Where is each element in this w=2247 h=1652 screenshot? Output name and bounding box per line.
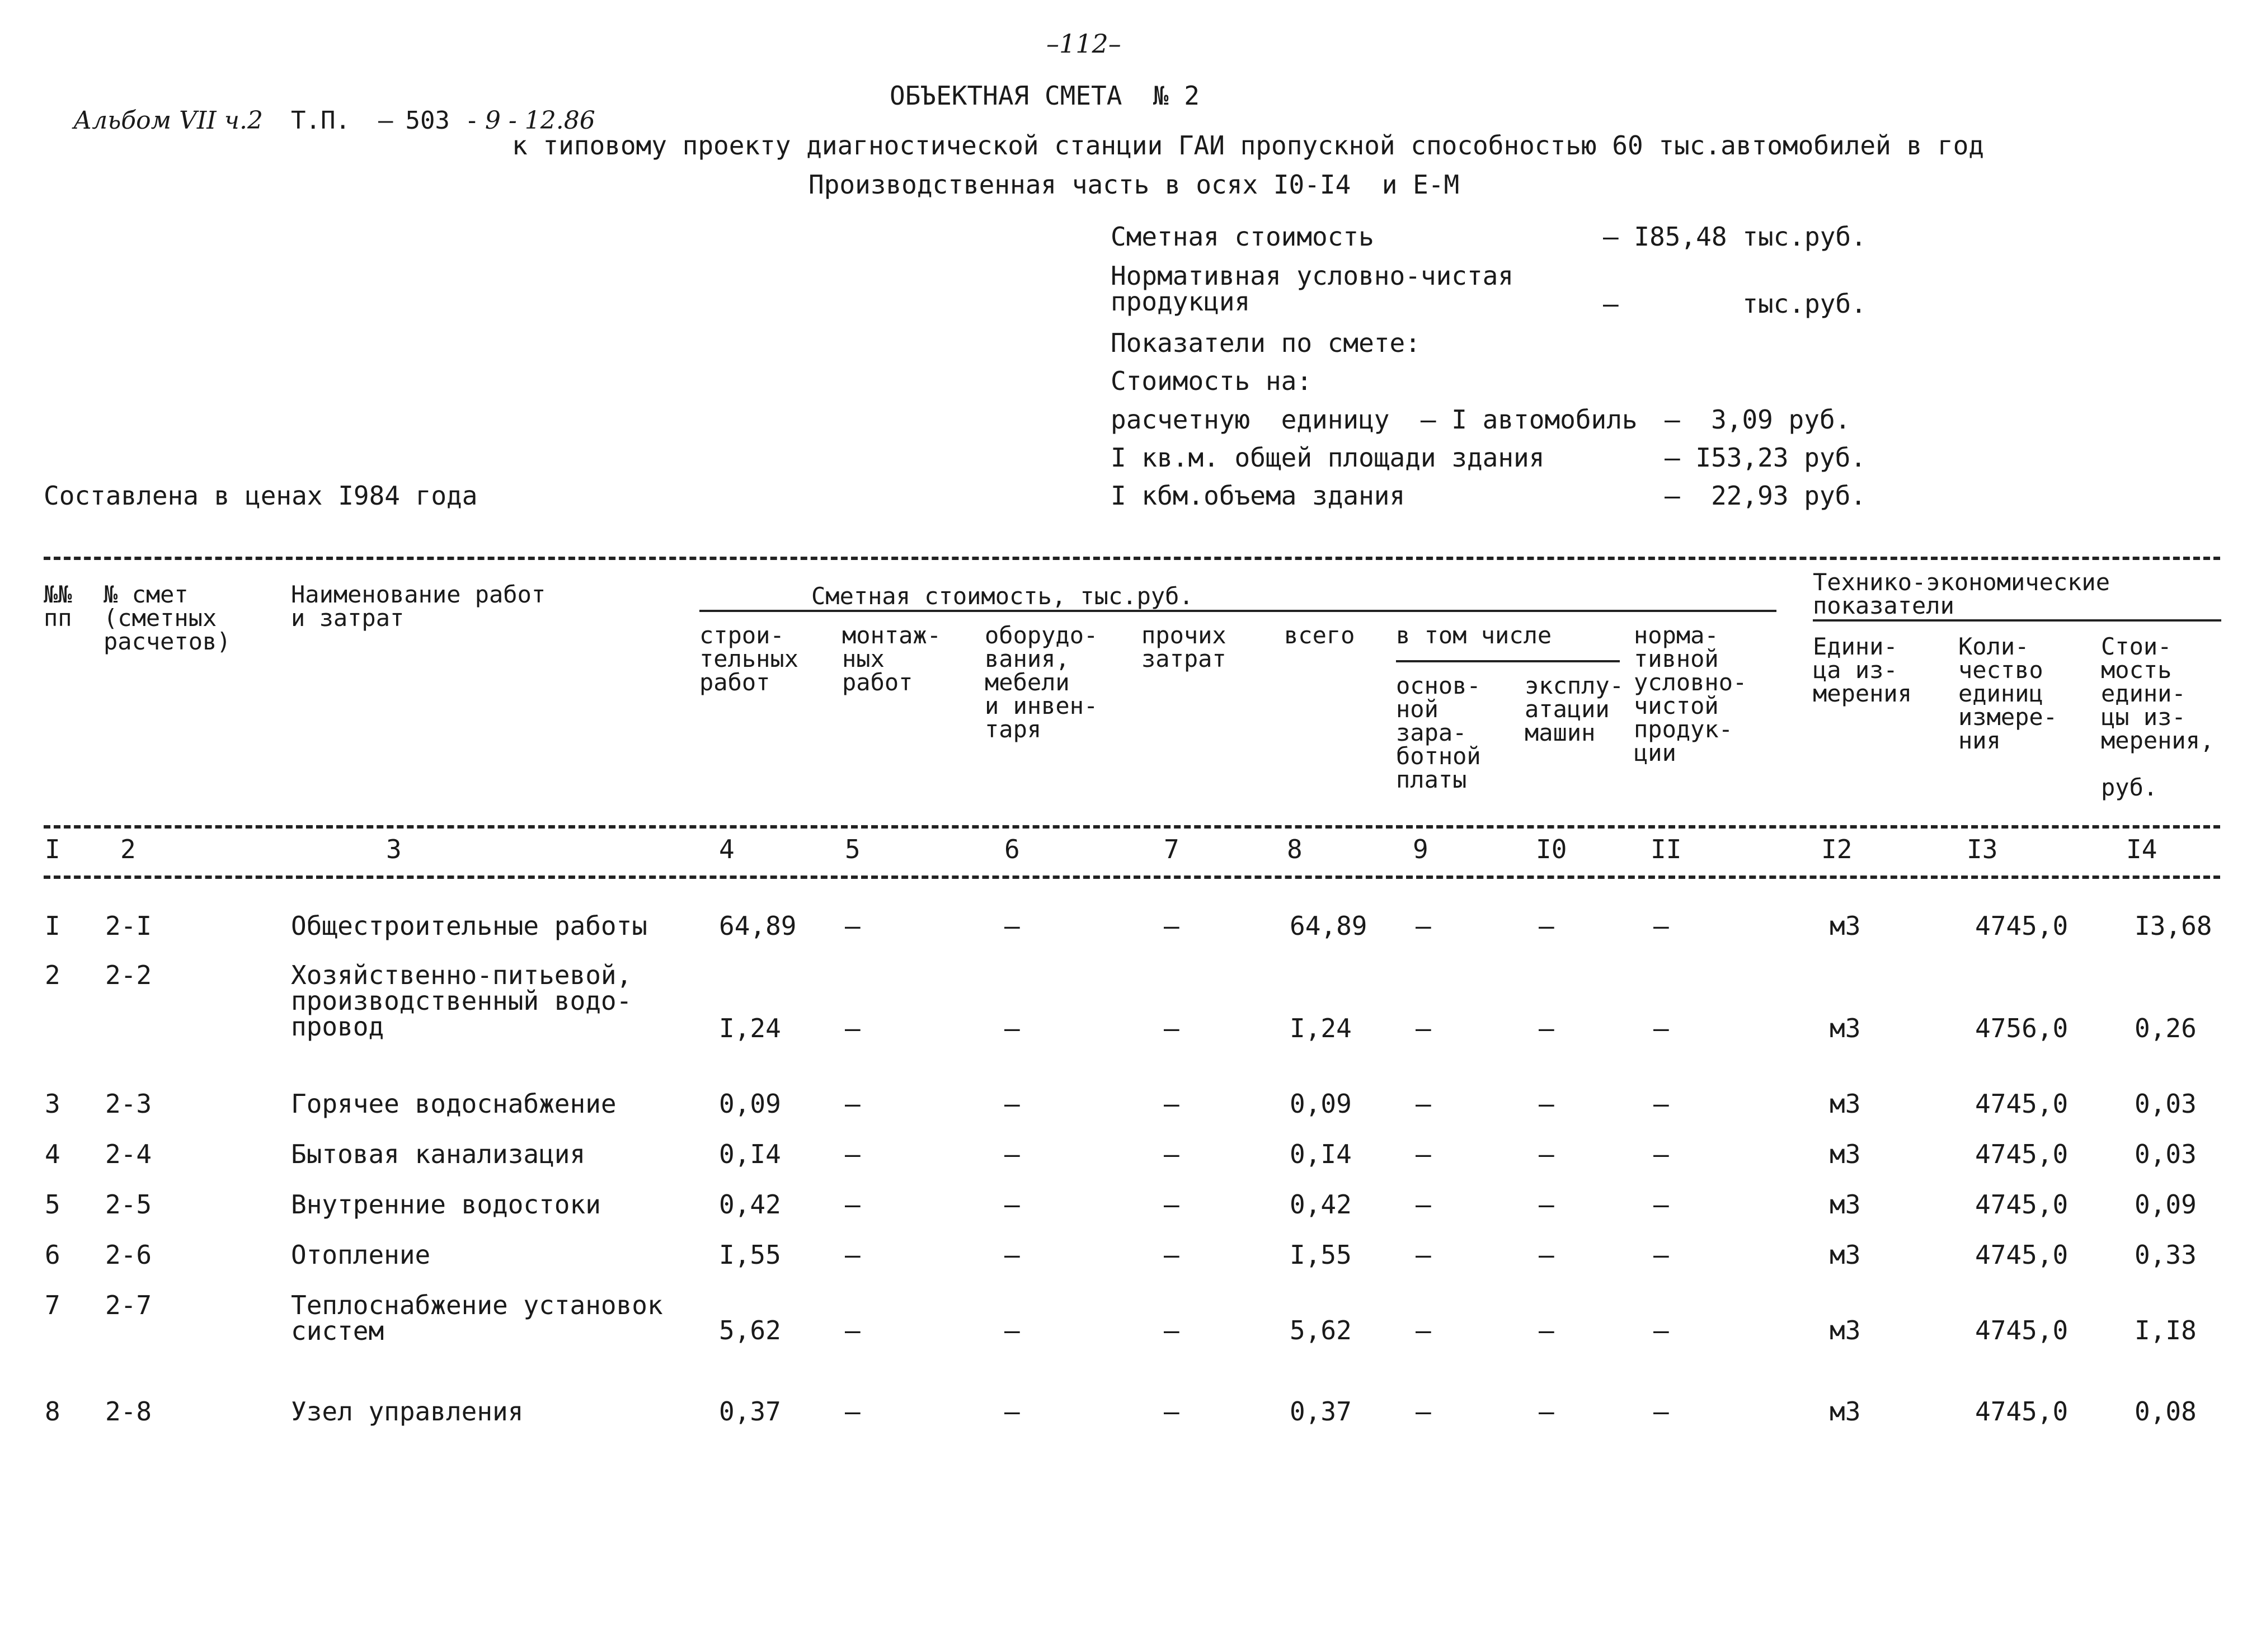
column-number: 2: [120, 834, 136, 864]
row-unit: м3: [1830, 1139, 1861, 1169]
summary-label: Нормативная условно-чистая продукция: [1111, 261, 1514, 317]
column-number: 8: [1287, 834, 1303, 864]
row-net-product: –: [1653, 1396, 1669, 1427]
document-title: ОБЪЕКТНАЯ СМЕТА № 2: [890, 81, 1200, 111]
album-number: VII ч.2: [179, 106, 263, 135]
row-net-product: –: [1653, 1139, 1669, 1169]
row-estimate-code: 2-2: [105, 960, 152, 990]
summary-label: Стоимость на:: [1111, 366, 1313, 396]
row-number: 5: [45, 1189, 60, 1220]
row-work-name: Горячее водоснабжение: [291, 1089, 617, 1119]
header-col-8: всего: [1284, 622, 1355, 649]
row-total-cost: 0,42: [1290, 1189, 1352, 1220]
summary-value: – I53,23 руб.: [1665, 443, 1867, 473]
row-estimate-code: 2-4: [105, 1139, 152, 1169]
document-section: Производственная часть в осях I0-I4 и Е-М: [808, 170, 1460, 200]
row-unit: м3: [1830, 1013, 1861, 1043]
row-net-product: –: [1653, 911, 1669, 941]
summary-value: – тыс.руб.: [1603, 289, 1867, 319]
row-construction-cost: 0,37: [719, 1396, 781, 1427]
row-unit-cost: 0,03: [2135, 1089, 2197, 1119]
row-net-product: –: [1653, 1089, 1669, 1119]
row-work-name: Внутренние водостоки: [291, 1189, 601, 1220]
column-number: 9: [1413, 834, 1428, 864]
album-reference: [44, 84, 595, 133]
tp-label: Т.П.: [290, 106, 350, 135]
row-construction-cost: 64,89: [719, 911, 797, 941]
row-unit: м3: [1830, 1240, 1861, 1270]
header-col-11: норма- тивной условно- чистой продук- ции: [1634, 622, 1747, 766]
row-number: 6: [45, 1240, 60, 1270]
row-number: 7: [45, 1290, 60, 1320]
row-net-product: –: [1653, 1189, 1669, 1220]
row-total-cost: 5,62: [1290, 1315, 1352, 1345]
row-wages: –: [1416, 1139, 1431, 1169]
row-construction-cost: I,24: [719, 1013, 781, 1043]
row-wages: –: [1416, 1315, 1431, 1345]
row-work-name: Теплоснабжение установок систем: [291, 1290, 663, 1346]
row-total-cost: 0,37: [1290, 1396, 1352, 1427]
row-estimate-code: 2-6: [105, 1240, 152, 1270]
prices-note: Составлена в ценах I984 года: [44, 481, 478, 511]
column-numbers-top-rule: [44, 825, 2220, 829]
row-installation-cost: –: [845, 911, 861, 941]
row-equipment-cost: –: [1004, 1189, 1020, 1220]
row-quantity: 4745,0: [1975, 1396, 2069, 1427]
row-unit-cost: I,I8: [2135, 1315, 2197, 1345]
row-estimate-code: 2-8: [105, 1396, 152, 1427]
row-construction-cost: I,55: [719, 1240, 781, 1270]
row-work-name: Бытовая канализация: [291, 1139, 586, 1169]
row-total-cost: I,55: [1290, 1240, 1352, 1270]
album-label: Альбом: [73, 106, 172, 135]
row-installation-cost: –: [845, 1189, 861, 1220]
row-machine-operation: –: [1539, 1315, 1554, 1345]
row-wages: –: [1416, 1189, 1431, 1220]
row-unit-cost: 0,03: [2135, 1139, 2197, 1169]
row-unit-cost: 0,09: [2135, 1189, 2197, 1220]
header-col-2: № смет (сметных расчетов): [104, 581, 231, 655]
row-estimate-code: 2-3: [105, 1089, 152, 1119]
row-work-name: Узел управления: [291, 1396, 524, 1427]
table-top-rule: [44, 557, 2220, 560]
header-col-1: №№ пп: [44, 581, 72, 632]
row-machine-operation: –: [1539, 1240, 1554, 1270]
summary-label: I кв.м. общей площади здания: [1111, 443, 1545, 473]
row-unit-cost: 0,08: [2135, 1396, 2197, 1427]
row-machine-operation: –: [1539, 1013, 1554, 1043]
row-total-cost: 0,09: [1290, 1089, 1352, 1119]
summary-value: – 22,93 руб.: [1665, 481, 1867, 511]
column-number: I3: [1967, 834, 1998, 864]
row-construction-cost: 0,I4: [719, 1139, 781, 1169]
row-other-cost: –: [1164, 1396, 1179, 1427]
row-machine-operation: –: [1539, 1396, 1554, 1427]
row-equipment-cost: –: [1004, 1240, 1020, 1270]
row-unit: м3: [1830, 1189, 1861, 1220]
row-number: 8: [45, 1396, 60, 1427]
row-estimate-code: 2-I: [105, 911, 152, 941]
column-number: II: [1651, 834, 1682, 864]
row-installation-cost: –: [845, 1089, 861, 1119]
summary-label: I кбм.объема здания: [1111, 481, 1405, 511]
header-group-tech: Технико-экономические показатели: [1813, 568, 2110, 619]
row-machine-operation: –: [1539, 1089, 1554, 1119]
header-cost-rule: [699, 610, 1776, 612]
header-group-cost: Сметная стоимость, тыс.руб.: [811, 582, 1193, 610]
document-subtitle: к типовому проекту диагностической станции ГАИ пропускной способностью 60 тыс.автомобилей в год: [512, 130, 1984, 161]
row-machine-operation: –: [1539, 911, 1554, 941]
row-construction-cost: 0,42: [719, 1189, 781, 1220]
row-unit: м3: [1830, 911, 1861, 941]
row-wages: –: [1416, 1089, 1431, 1119]
header-col-10: эксплу- атации машин: [1525, 672, 1624, 746]
header-col-14: Стои- мость едини- цы из- мерения, руб.: [2101, 633, 2215, 801]
row-installation-cost: –: [845, 1240, 861, 1270]
header-col-6: оборудо- вания, мебели и инвен- таря: [985, 622, 1098, 743]
row-installation-cost: –: [845, 1139, 861, 1169]
column-number: I4: [2126, 834, 2157, 864]
column-number: I0: [1536, 834, 1567, 864]
row-work-name: Общестроительные работы: [291, 911, 647, 941]
summary-value: – 3,09 руб.: [1665, 404, 1851, 435]
row-installation-cost: –: [845, 1396, 861, 1427]
header-col-9: основ- ной зара- ботной платы: [1396, 672, 1481, 793]
header-col-13: Коли- чество единиц измере- ния: [1958, 633, 2058, 754]
row-installation-cost: –: [845, 1315, 861, 1345]
row-unit: м3: [1830, 1089, 1861, 1119]
tp-code-handwritten: 9 - 12.86: [485, 106, 595, 135]
header-col-5: монтаж- ных работ: [842, 622, 942, 696]
column-number: 4: [719, 834, 735, 864]
header-col-12: Едини- ца из- мерения: [1813, 633, 1912, 707]
row-quantity: 4745,0: [1975, 1189, 2069, 1220]
column-number: 6: [1004, 834, 1020, 864]
header-col-3: Наименование работ и затрат: [291, 581, 546, 632]
row-construction-cost: 5,62: [719, 1315, 781, 1345]
row-work-name: Хозяйственно-питьевой, производственный водо- провод: [291, 960, 632, 1042]
row-equipment-cost: –: [1004, 1089, 1020, 1119]
summary-label: расчетную единицу – I автомобиль: [1111, 404, 1638, 435]
summary-label: Сметная стоимость: [1111, 222, 1374, 252]
row-work-name: Отопление: [291, 1240, 431, 1270]
row-equipment-cost: –: [1004, 1139, 1020, 1169]
tp-code: 503 -: [405, 106, 480, 135]
column-number: 3: [386, 834, 402, 864]
row-wages: –: [1416, 1240, 1431, 1270]
row-quantity: 4745,0: [1975, 911, 2069, 941]
row-number: I: [45, 911, 60, 941]
page-number: –112–: [1046, 29, 1121, 59]
tp-dash: –: [378, 106, 393, 135]
row-quantity: 4745,0: [1975, 1089, 2069, 1119]
header-tech-rule: [1813, 619, 2221, 622]
column-number: I: [45, 834, 60, 864]
row-other-cost: –: [1164, 1013, 1179, 1043]
row-estimate-code: 2-5: [105, 1189, 152, 1220]
summary-label: Показатели по смете:: [1111, 328, 1421, 358]
row-unit-cost: I3,68: [2135, 911, 2212, 941]
row-net-product: –: [1653, 1315, 1669, 1345]
row-total-cost: 0,I4: [1290, 1139, 1352, 1169]
row-total-cost: 64,89: [1290, 911, 1367, 941]
summary-value: – I85,48 тыс.руб.: [1603, 222, 1867, 252]
row-equipment-cost: –: [1004, 1315, 1020, 1345]
row-unit: м3: [1830, 1315, 1861, 1345]
row-other-cost: –: [1164, 1240, 1179, 1270]
row-wages: –: [1416, 1013, 1431, 1043]
column-number: I2: [1821, 834, 1853, 864]
row-net-product: –: [1653, 1013, 1669, 1043]
row-number: 4: [45, 1139, 60, 1169]
row-quantity: 4745,0: [1975, 1240, 2069, 1270]
row-quantity: 4745,0: [1975, 1315, 2069, 1345]
column-numbers-bottom-rule: [44, 876, 2220, 879]
row-unit: м3: [1830, 1396, 1861, 1427]
row-construction-cost: 0,09: [719, 1089, 781, 1119]
header-col-4: строи- тельных работ: [699, 622, 799, 696]
header-group-included: в том числе: [1396, 622, 1552, 649]
row-installation-cost: –: [845, 1013, 861, 1043]
row-number: 3: [45, 1089, 60, 1119]
row-total-cost: I,24: [1290, 1013, 1352, 1043]
row-other-cost: –: [1164, 1139, 1179, 1169]
row-other-cost: –: [1164, 1315, 1179, 1345]
row-quantity: 4756,0: [1975, 1013, 2069, 1043]
row-wages: –: [1416, 1396, 1431, 1427]
row-machine-operation: –: [1539, 1189, 1554, 1220]
row-other-cost: –: [1164, 1189, 1179, 1220]
row-wages: –: [1416, 911, 1431, 941]
column-number: 7: [1164, 834, 1179, 864]
header-included-rule: [1396, 660, 1620, 662]
row-quantity: 4745,0: [1975, 1139, 2069, 1169]
column-number: 5: [845, 834, 861, 864]
row-equipment-cost: –: [1004, 1396, 1020, 1427]
row-machine-operation: –: [1539, 1139, 1554, 1169]
row-number: 2: [45, 960, 60, 990]
row-equipment-cost: –: [1004, 911, 1020, 941]
row-other-cost: –: [1164, 1089, 1179, 1119]
row-estimate-code: 2-7: [105, 1290, 152, 1320]
row-other-cost: –: [1164, 911, 1179, 941]
header-col-7: прочих затрат: [1141, 622, 1226, 672]
row-unit-cost: 0,33: [2135, 1240, 2197, 1270]
row-equipment-cost: –: [1004, 1013, 1020, 1043]
row-unit-cost: 0,26: [2135, 1013, 2197, 1043]
row-net-product: –: [1653, 1240, 1669, 1270]
